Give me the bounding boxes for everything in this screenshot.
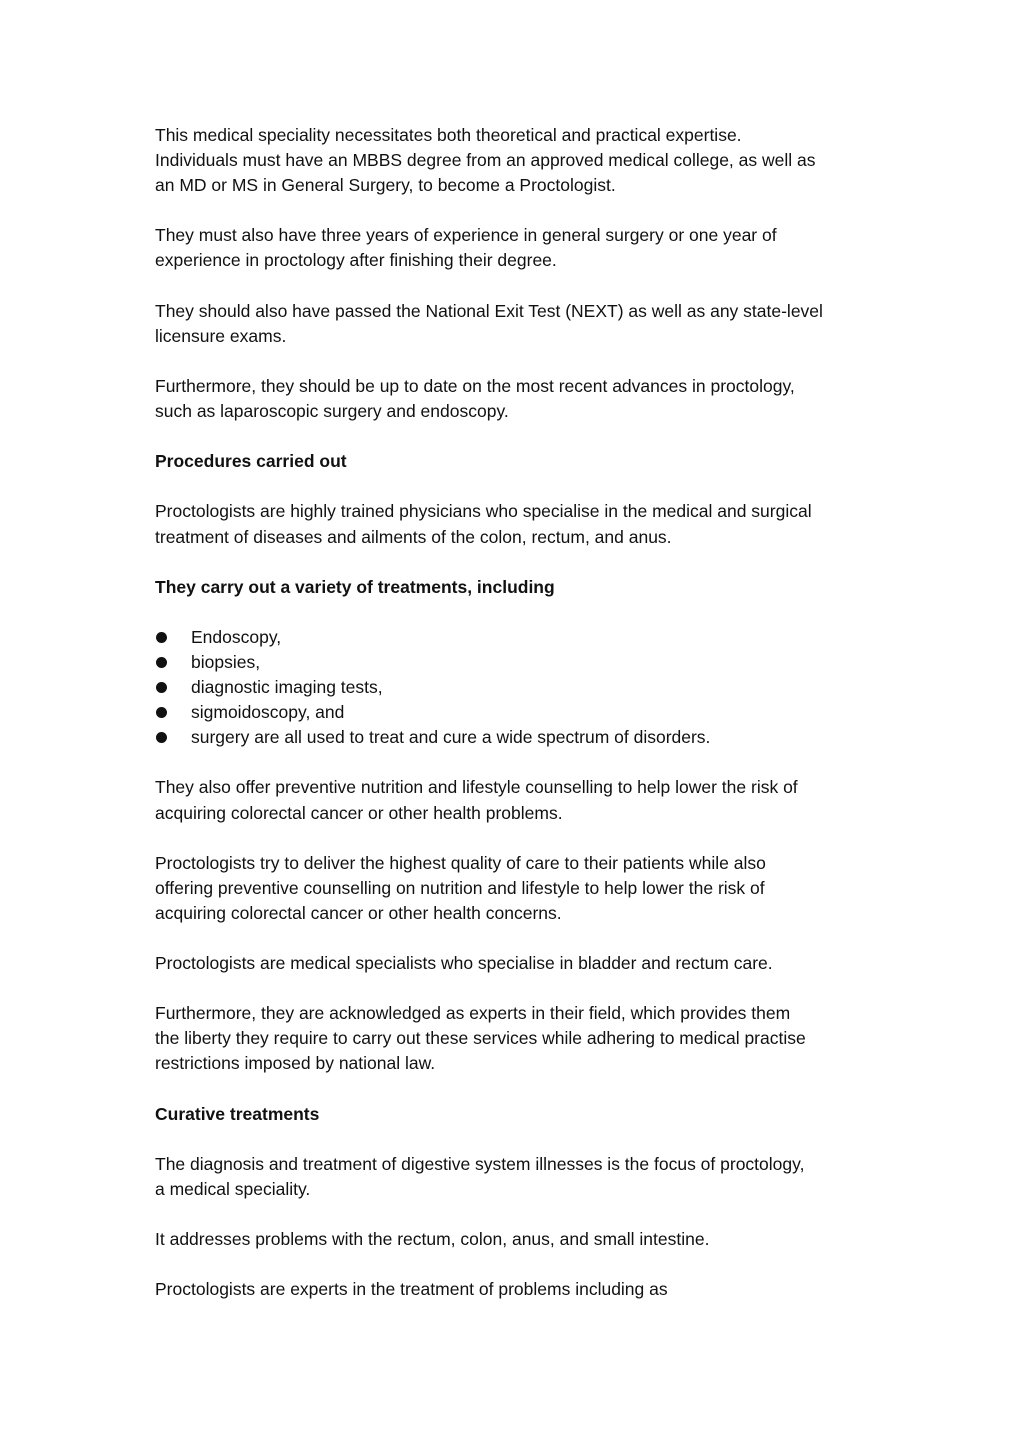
text-line: Proctologists are highly trained physicians who specialise in the medical and surgical	[155, 501, 812, 522]
text-line: It addresses problems with the rectum, colon, anus, and small intestine.	[155, 1229, 710, 1250]
text-line: Furthermore, they should be up to date on the most recent advances in proctology,	[155, 375, 795, 396]
text-line: acquiring colorectal cancer or other health problems.	[155, 802, 563, 823]
text-line: offering preventive counselling on nutrition and lifestyle to help lower the risk of	[155, 877, 765, 898]
paragraph-experience	[155, 223, 875, 273]
paragraph-advances	[155, 374, 875, 424]
paragraph-quality-care	[155, 851, 875, 926]
text-line: Individuals must have an MBBS degree from an approved medical college, as well as	[155, 150, 816, 171]
paragraph-specialists	[155, 951, 875, 976]
text-line: the liberty they require to carry out these services while adhering to medical practise	[155, 1028, 806, 1049]
bullet-icon	[156, 732, 167, 743]
list-item	[155, 675, 875, 700]
paragraph-preventive	[155, 775, 875, 825]
heading-curative: Curative treatments	[155, 1103, 320, 1124]
text-line: an MD or MS in General Surgery, to become a Proctologist.	[155, 175, 616, 196]
list-item-text: biopsies,	[191, 651, 261, 672]
list-item	[155, 625, 875, 650]
bullet-icon	[156, 707, 167, 718]
paragraph-addresses	[155, 1227, 875, 1252]
text-line: restrictions imposed by national law.	[155, 1053, 436, 1074]
text-line: a medical speciality.	[155, 1178, 311, 1199]
paragraph-experts	[155, 1001, 875, 1076]
document-page	[155, 123, 875, 1328]
bullet-icon	[156, 682, 167, 693]
text-line: They must also have three years of experience in general surgery or one year of	[155, 225, 777, 246]
list-item-text: surgery are all used to treat and cure a wide spectrum of disorders.	[191, 727, 711, 748]
list-item	[155, 700, 875, 725]
paragraph-problems	[155, 1277, 875, 1302]
list-item-text: sigmoidoscopy, and	[191, 702, 345, 723]
text-line: treatment of diseases and ailments of the colon, rectum, and anus.	[155, 526, 672, 547]
bullet-icon	[156, 632, 167, 643]
text-line: experience in proctology after finishing their degree.	[155, 250, 557, 271]
list-item	[155, 650, 875, 675]
paragraph-proctologists-trained	[155, 499, 875, 549]
text-line: Proctologists are medical specialists who specialise in bladder and rectum care.	[155, 953, 773, 974]
text-line: The diagnosis and treatment of digestive system illnesses is the focus of proctology,	[155, 1153, 805, 1174]
bullet-icon	[156, 657, 167, 668]
paragraph-education	[155, 123, 875, 198]
text-line: This medical speciality necessitates both theoretical and practical expertise.	[155, 125, 742, 145]
paragraph-diagnosis	[155, 1152, 875, 1202]
text-line: Proctologists are experts in the treatment of problems including as	[155, 1279, 668, 1300]
text-line: Furthermore, they are acknowledged as experts in their field, which provides them	[155, 1003, 791, 1024]
heading-treatments: They carry out a variety of treatments, including	[155, 576, 555, 597]
paragraph-exams	[155, 299, 875, 349]
treatments-list	[155, 625, 875, 750]
text-line: licensure exams.	[155, 325, 287, 346]
text-line: such as laparoscopic surgery and endoscopy.	[155, 401, 509, 422]
list-item-text: Endoscopy,	[191, 626, 282, 647]
text-line: Proctologists try to deliver the highest quality of care to their patients while also	[155, 852, 766, 873]
text-line: They also offer preventive nutrition and lifestyle counselling to help lower the risk of	[155, 777, 798, 798]
heading-procedures: Procedures carried out	[155, 451, 347, 472]
text-line: acquiring colorectal cancer or other health concerns.	[155, 902, 562, 923]
list-item-text: diagnostic imaging tests,	[191, 677, 383, 698]
text-line: They should also have passed the National Exit Test (NEXT) as well as any state-level	[155, 300, 823, 321]
list-item	[155, 725, 875, 750]
